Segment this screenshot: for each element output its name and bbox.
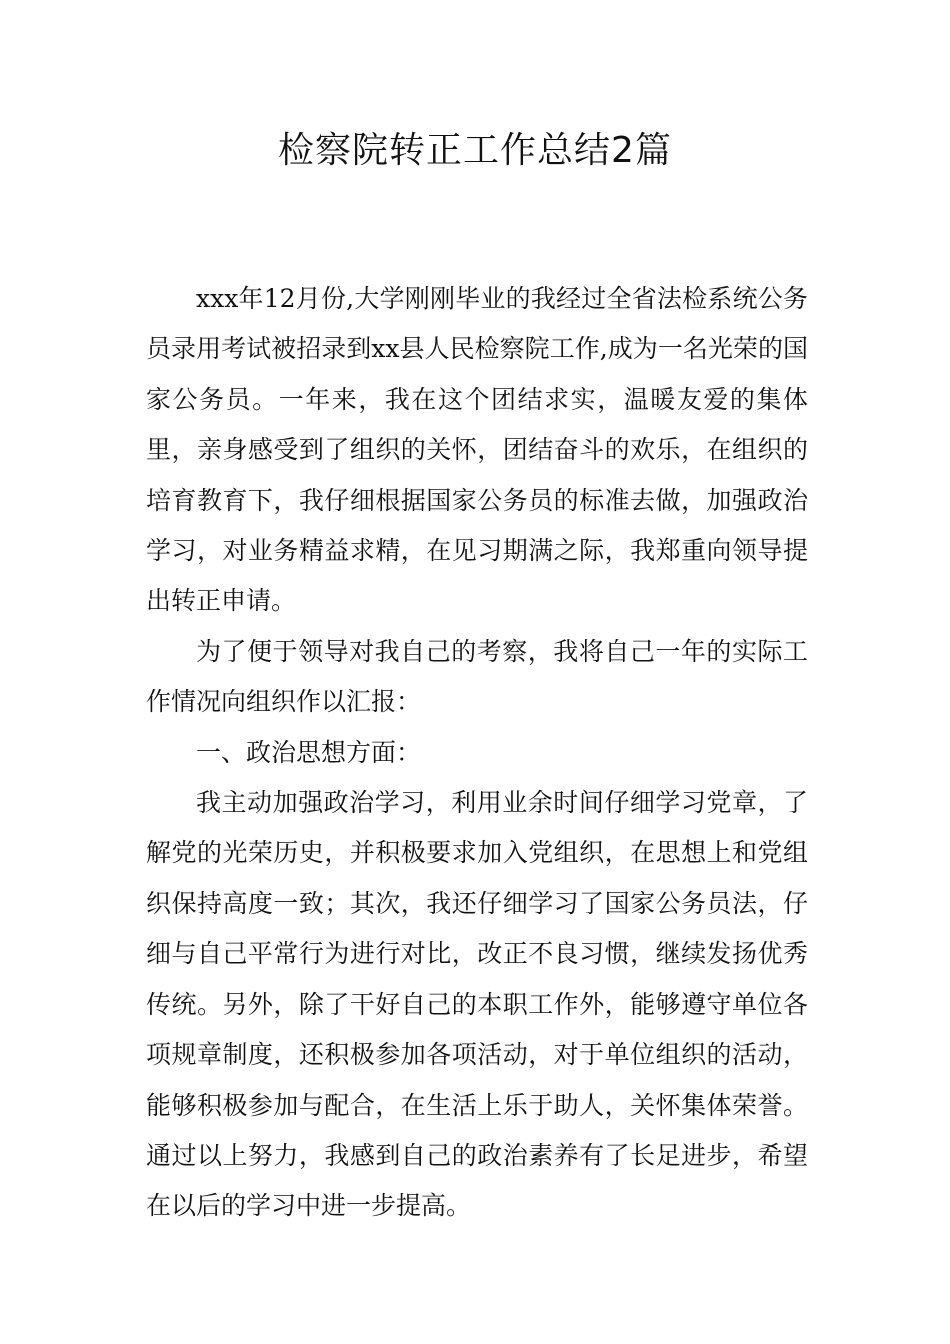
section-heading-political: 一、政治思想方面： [196, 737, 422, 767]
document-body [146, 274, 808, 1232]
paragraph-report-intro: 为了便于领导对我自己的考察，我将自己一年的实际工作情况向组织作以汇报： [146, 636, 808, 717]
document-title: 检察院转正工作总结2篇 [278, 130, 672, 171]
paragraph-intro: xxx年12月份,大学刚刚毕业的我经过全省法检系统公务员录用考试被招录到xx县人民检察院工作,成为一名光荣的国家公务员。一年来，我在这个团结求实，温暖友爱的集体里，亲身感受到了组织的关怀，团结奋斗的欢乐，在组织的培育教育下，我仔细根据国家公务员的标准去做，加强政治学习，对业务精益求精，在见习期满之际，我郑重向领导提出转正申请。 [146, 284, 808, 616]
paragraph-political: 我主动加强政治学习，利用业余时间仔细学习党章，了解党的光荣历史，并积极要求加入党组织，在思想上和党组织保持高度一致；其次，我还仔细学习了国家公务员法，仔细与自己平常行为进行对比，改正不良习惯，继续发扬优秀传统。另外，除了干好自己的本职工作外，能够遵守单位各项规章制度，还积极参加各项活动，对于单位组织的活动，能够积极参加与配合，在生活上乐于助人，关怀集体荣誉。通过以上努力，我感到自己的政治素养有了长足进步，希望在以后的学习中进一步提高。 [146, 788, 808, 1221]
